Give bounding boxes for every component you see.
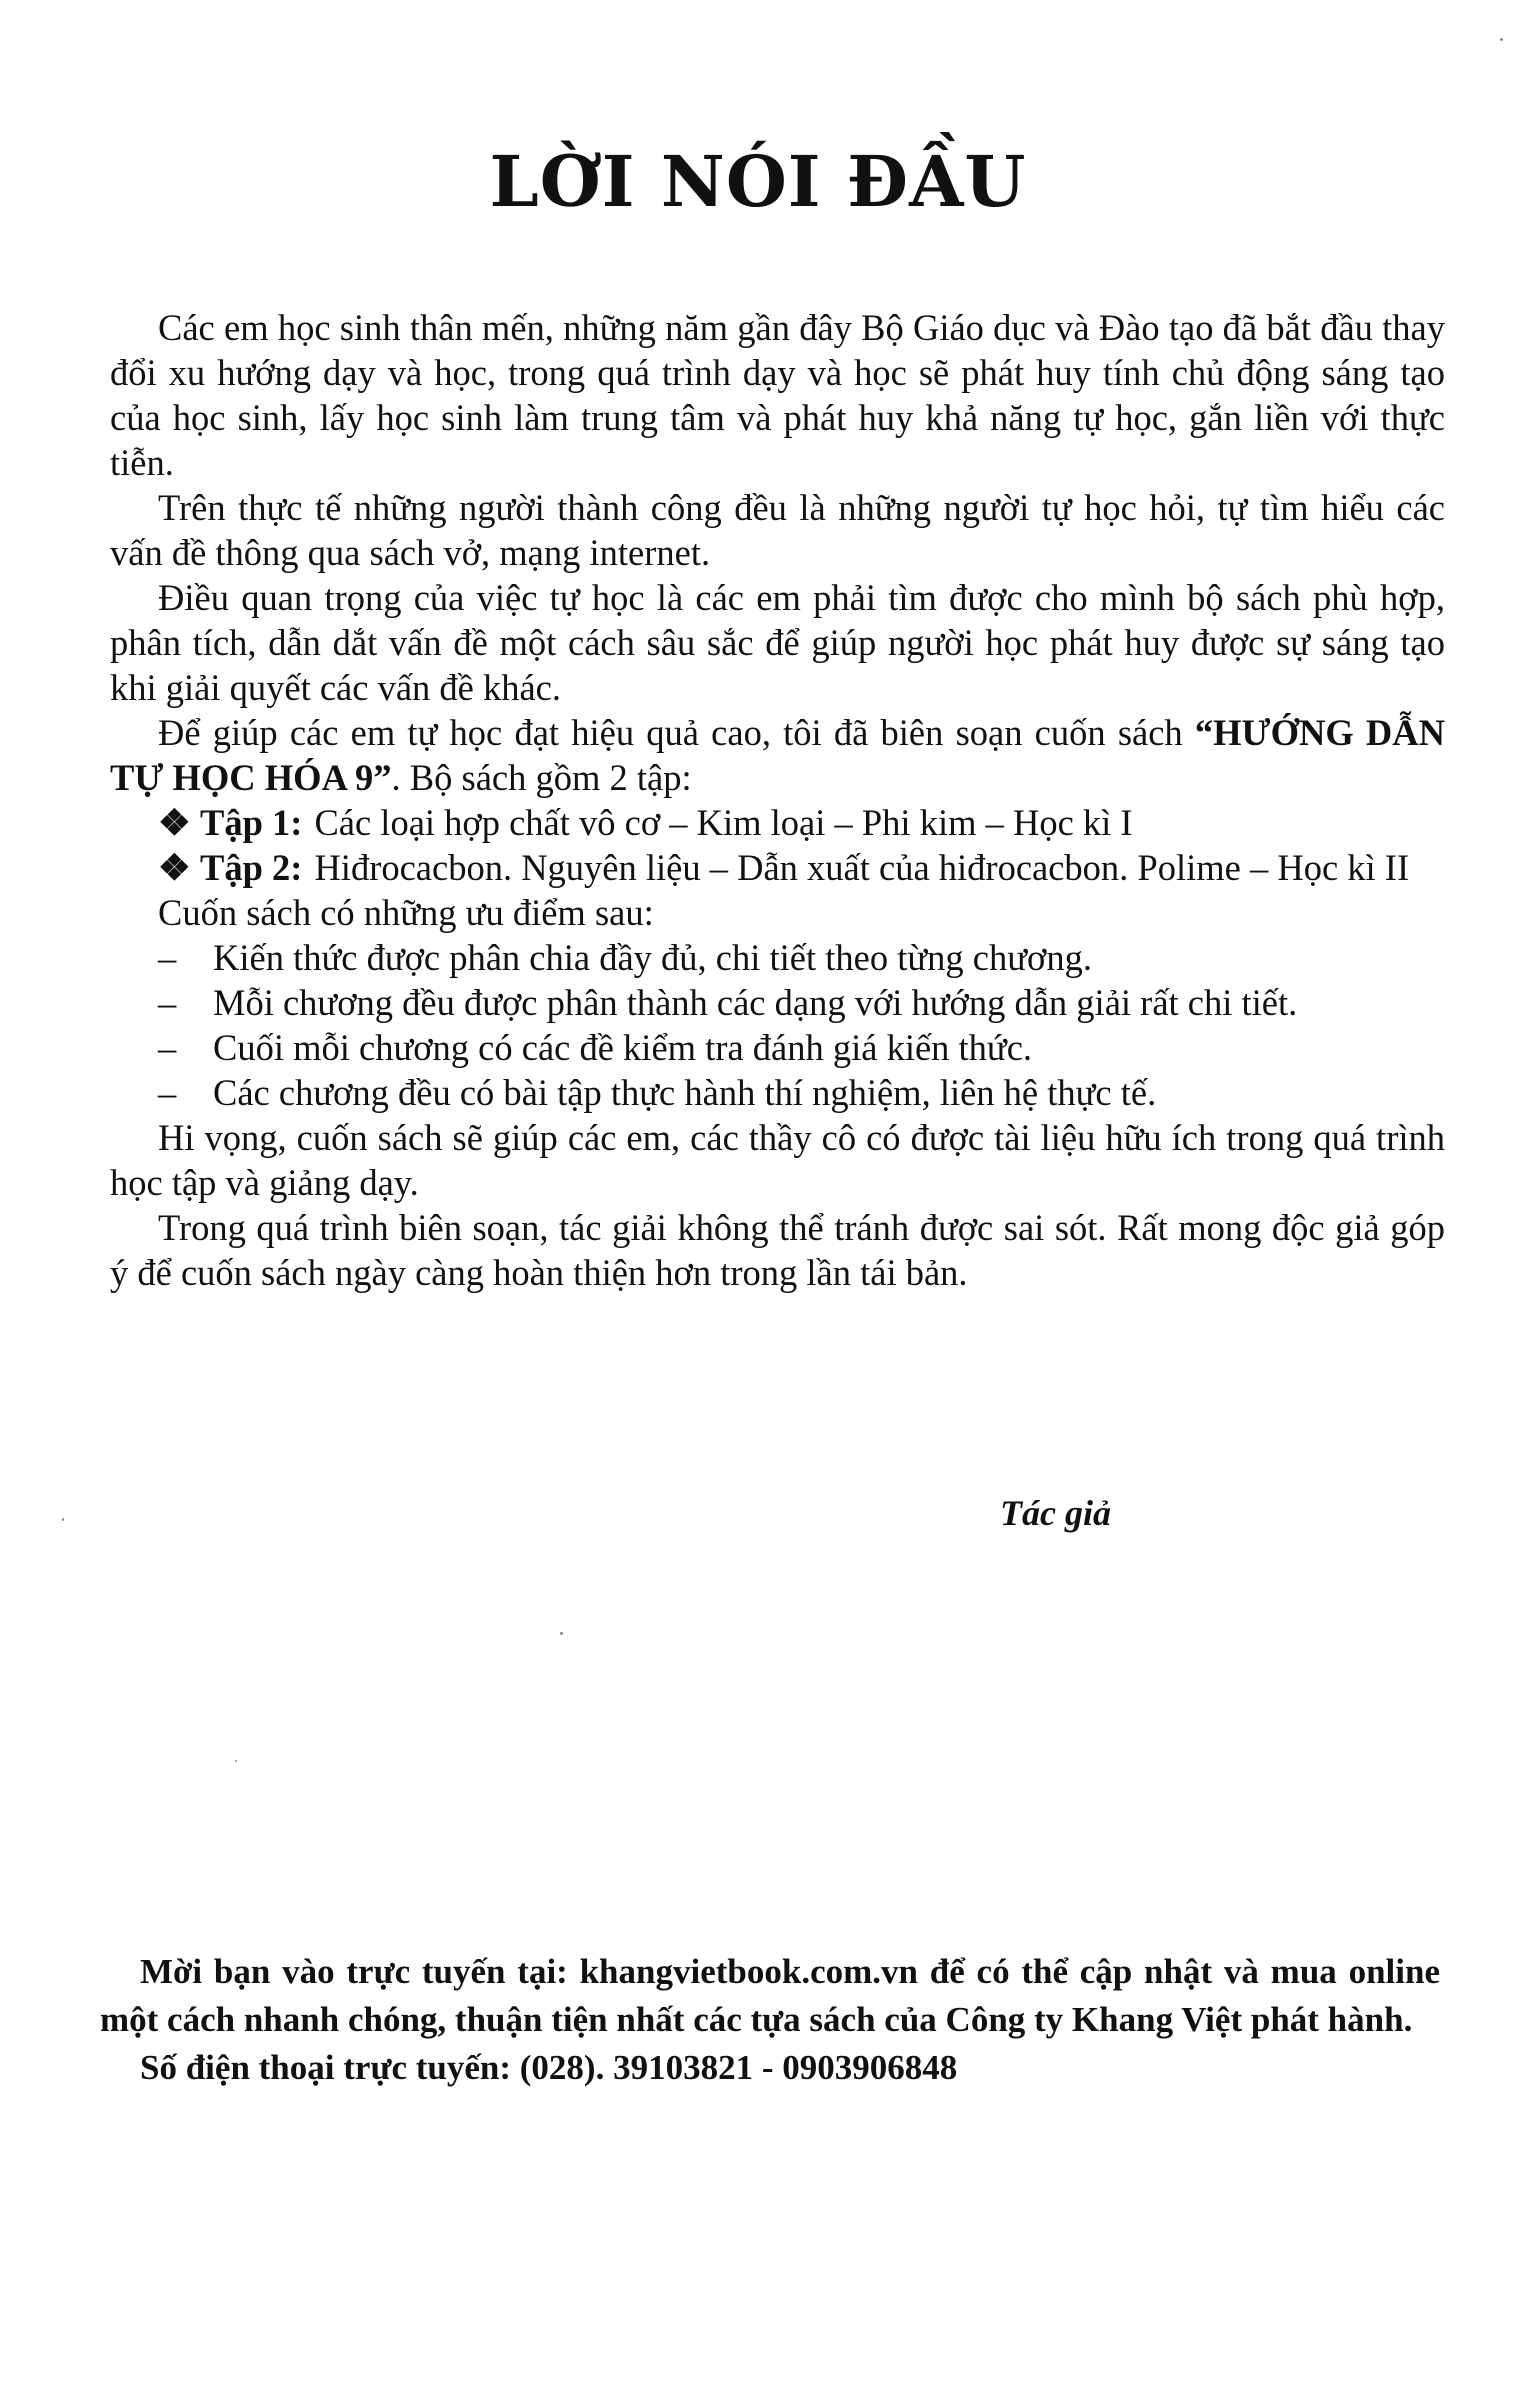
- dash-bullet: –: [158, 1027, 177, 1068]
- scan-speck: [560, 1632, 563, 1635]
- page-title: LỜI NÓI ĐẦU: [489, 140, 1027, 223]
- closing-paragraph: Hi vọng, cuốn sách sẽ giúp các em, các thầy cô có được tài liệu hữu ích trong quá trình học tập và giảng dạy.: [110, 1117, 1445, 1203]
- author-signature: Tác giả: [1000, 1493, 1111, 1533]
- dash-bullet: –: [158, 937, 177, 978]
- series-intro-tail: . Bộ sách gồm 2 tập:: [391, 757, 692, 798]
- dash-bullet: –: [158, 982, 177, 1023]
- closing-paragraph: Trong quá trình biên soạn, tác giải không thể tránh được sai sót. Rất mong độc giả góp ý để cuốn sách ngày càng hoàn thiện hơn trong lần tái bản.: [110, 1207, 1445, 1293]
- diamond-bullet-icon: ❖: [158, 847, 191, 888]
- book-title: “HƯỚNG DẪN TỰ HỌC HÓA 9”: [110, 712, 1445, 798]
- advantage-item: [110, 1025, 1445, 1070]
- series-intro: [110, 710, 1445, 800]
- scan-speck: [1500, 38, 1503, 41]
- volume-label: Tập 1:: [200, 802, 303, 843]
- publisher-footer: [100, 1948, 1440, 2092]
- paragraph: Trên thực tế những người thành công đều là những người tự học hỏi, tự tìm hiểu các vấn đề thông qua sách vở, mạng internet.: [110, 487, 1445, 573]
- advantage-item: [110, 980, 1445, 1025]
- advantages-lead: Cuốn sách có những ưu điểm sau:: [158, 892, 654, 933]
- volume-description: Hiđrocacbon. Nguyên liệu – Dẫn xuất của hiđrocacbon. Polime – Học kì II: [314, 847, 1410, 888]
- volume-item: [110, 845, 1445, 890]
- scan-speck: [62, 1518, 64, 1521]
- diamond-bullet-icon: ❖: [158, 802, 191, 843]
- volume-item: [110, 800, 1445, 845]
- phone-line: Số điện thoại trực tuyến: (028). 39103821 - 0903906848: [140, 2048, 958, 2087]
- advantage-text: Kiến thức được phân chia đầy đủ, chi tiết theo từng chương.: [213, 937, 1092, 978]
- online-store-notice: Mời bạn vào trực tuyến tại: khangvietbook.com.vn để có thể cập nhật và mua online một cách nhanh chóng, thuận tiện nhất các tựa sách của Công ty Khang Việt phát hành.: [100, 1952, 1440, 2039]
- volume-label: Tập 2:: [200, 847, 303, 888]
- advantage-item: [110, 935, 1445, 980]
- preface-body: [110, 305, 1445, 1295]
- paragraph: Điều quan trọng của việc tự học là các em phải tìm được cho mình bộ sách phù hợp, phân tích, dẫn dắt vấn đề một cách sâu sắc để giúp người học phát huy được sự sáng tạo khi giải quyết các vấn đề khác.: [110, 577, 1445, 708]
- dash-bullet: –: [158, 1072, 177, 1113]
- advantage-text: Các chương đều có bài tập thực hành thí nghiệm, liên hệ thực tế.: [213, 1072, 1157, 1113]
- series-intro-text: Để giúp các em tự học đạt hiệu quả cao, tôi đã biên soạn cuốn sách: [158, 712, 1195, 753]
- advantage-item: [110, 1070, 1445, 1115]
- advantage-text: Cuối mỗi chương có các đề kiểm tra đánh giá kiến thức.: [213, 1027, 1033, 1068]
- volume-description: Các loại hợp chất vô cơ – Kim loại – Phi kim – Học kì I: [314, 802, 1133, 843]
- advantage-text: Mỗi chương đều được phân thành các dạng với hướng dẫn giải rất chi tiết.: [213, 982, 1298, 1023]
- scan-speck: [235, 1760, 237, 1762]
- paragraph: Các em học sinh thân mến, những năm gần đây Bộ Giáo dục và Đào tạo đã bắt đầu thay đổi xu hướng dạy và học, trong quá trình dạy và học sẽ phát huy tính chủ động sáng tạo của học sinh, lấy học sinh làm trung tâm và phát huy khả năng tự học, gắn liền với thực tiễn.: [110, 307, 1445, 483]
